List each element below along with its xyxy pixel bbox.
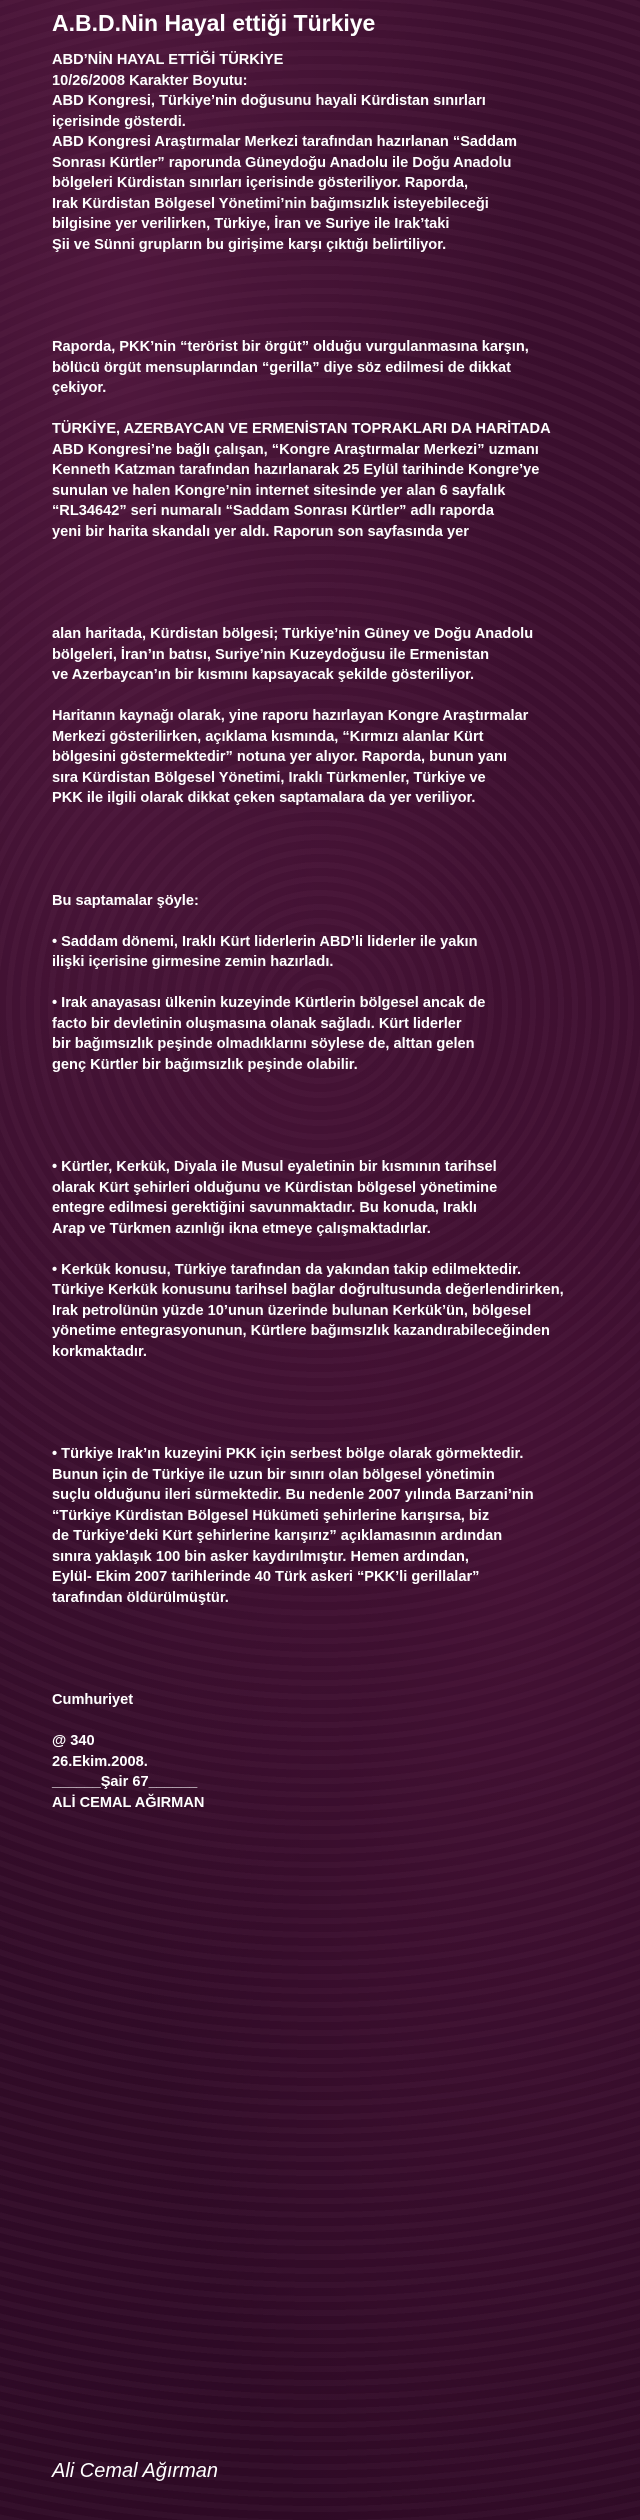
blank-line [52,276,627,297]
blank-line [52,1629,627,1650]
text-line: “Türkiye Kürdistan Bölgesel Hükümeti şehirlerine karışırsa, biz [52,1507,490,1524]
text-line: bölgeleri, İran’ın batısı, Suriye’nin Kuzeydoğusu ile Ermenistan [52,646,490,663]
blank-line [52,1670,627,1691]
text-line: bölgesini göstermektedir” notuna yer alıyor. Raporda, bunun yanı [52,749,507,765]
blank-line [52,1096,627,1117]
text-line: ABD Kongresi, Türkiye’nin doğusunu hayali Kürdistan sınırları [52,93,486,109]
blank-line [52,686,627,707]
text-line: facto bir devletinin oluşmasına olanak sağladı. Kürt liderler [52,1015,462,1032]
text-line: ABD Kongresi’ne bağlı çalışan, “Kongre Araştırmalar Merkezi” uzmanı [52,441,539,458]
text-line: bölgeleri Kürdistan sınırları içerisinde gösteriliyor. Raporda, [52,175,469,191]
text-line: ve Azerbaycan’ın bir kısmını kapsayacak şekilde gösteriliyor. [52,667,475,683]
text-line: PKK ile ilgili olarak dikkat çeken saptamalara da yer veriliyor. [52,790,476,806]
poem-body [52,50,627,1813]
text-line: Cumhuriyet [52,1692,134,1708]
blank-line [52,1383,627,1404]
text-line: Arap ve Türkmen azınlığı ikna etmeye çalışmaktadırlar. [52,1220,431,1237]
blank-line [52,809,627,830]
text-line: TÜRKİYE, AZERBAYCAN VE ERMENİSTAN TOPRAKLARI DA HARİTADA [52,421,551,437]
text-line: Merkezi gösterilirken, açıklama kısmında, “Kırmızı alanlar Kürt [52,728,484,745]
text-line: Irak petrolünün yüzde 10’unun üzerinde bulunan Kerkük’ün, bölgesel [52,1302,532,1319]
text-line: • Kerkük konusu, Türkiye tarafından da yakından takip edilmektedir. [52,1261,522,1278]
blank-line [52,542,627,563]
text-line: Sonrası Kürtler” raporunda Güneydoğu Anadolu ile Doğu Anadolu [52,154,512,171]
blank-line [52,850,627,871]
blank-line [52,1137,627,1158]
text-line: 26.Ekim.2008. [52,1753,148,1770]
text-line: “RL34642” seri numaralı “Saddam Sonrası Kürtler” adlı raporda [52,503,495,519]
text-line: suçlu olduğunu ileri sürmektedir. Bu nedenle 2007 yılında Barzani’nin [52,1487,534,1503]
text-line: Şii ve Sünni grupların bu girişime karşı çıktığı belirtiliyor. [52,236,447,253]
text-line: Bu saptamalar şöyle: [52,892,199,909]
poem-title: A.B.D.Nin Hayal ettiği Türkiye [52,10,376,36]
text-line: @ 340 [52,1733,95,1749]
text-line: olarak Kürt şehirleri olduğunu ve Kürdistan bölgesel yönetimine [52,1179,498,1196]
blank-line [52,1711,627,1732]
text-line: • Kürtler, Kerkük, Diyala ile Musul eyaletinin bir kısmının tarihsel [52,1159,497,1175]
blank-line [52,911,627,932]
text-line: çekiyor. [52,380,107,396]
blank-line [52,973,627,994]
text-line: ABD’NİN HAYAL ETTİĞİ TÜRKİYE [52,52,284,68]
blank-line [52,604,627,625]
blank-line [52,255,627,276]
text-line: Haritanın kaynağı olarak, yine raporu hazırlayan Kongre Araştırmalar [52,708,529,724]
blank-line [52,1075,627,1096]
text-line: • Saddam dönemi, Iraklı Kürt liderlerin ABD’li liderler ile yakın [52,933,478,950]
text-line: ABD Kongresi Araştırmalar Merkezi tarafından hazırlanan “Saddam [52,134,517,150]
text-line: ilişki içerisine girmesine zemin hazırladı. [52,954,334,970]
text-line: de Türkiye’deki Kürt şehirlerine karışırız” açıklamasının ardından [52,1528,503,1544]
text-line: Raporda, PKK’nin “terörist bir örgüt” olduğu vurgulanmasına karşın, [52,339,529,355]
text-line: bilgisine yer verilirken, Türkiye, İran ve Suriye ile Irak’taki [52,216,450,232]
blank-line [52,583,627,604]
text-line: bir bağımsızlık peşinde olmadıklarını söylese de, alttan gelen [52,1036,475,1052]
text-line: ______Şair 67______ [52,1774,198,1790]
text-line: sunulan ve halen Kongre’nin internet sitesinde yer alan 6 sayfalık [52,482,506,499]
blank-line [52,1608,627,1629]
text-line: ALİ CEMAL AĞIRMAN [52,1794,205,1811]
blank-line [52,1424,627,1445]
blank-line [52,1362,627,1383]
text-line: • Türkiye Irak’ın kuzeyini PKK için serbest bölge olarak görmektedir. [52,1446,524,1462]
text-line: bölücü örgüt mensuplarından “gerilla” diye söz edilmesi de dikkat [52,359,511,376]
text-line: tarafından öldürülmüştür. [52,1589,229,1606]
author-signature: Ali Cemal Ağırman [52,2460,218,2482]
text-line: 10/26/2008 Karakter Boyutu: [52,72,248,89]
text-line: Bunun için de Türkiye ile uzun bir sınırı olan bölgesel yönetimin [52,1466,495,1483]
blank-line [52,1403,627,1424]
blank-line [52,563,627,584]
text-line: genç Kürtler bir bağımsızlık peşinde olabilir. [52,1056,358,1073]
blank-line [52,1116,627,1137]
blank-line [52,1239,627,1260]
text-line: yeni bir harita skandalı yer aldı. Raporun son sayfasında yer [52,523,469,540]
text-line: alan haritada, Kürdistan bölgesi; Türkiye’nin Güney ve Doğu Anadolu [52,626,534,642]
text-line: Kenneth Katzman tarafından hazırlanarak 25 Eylül tarihinde Kongre’ye [52,462,540,478]
text-line: sınıra yaklaşık 100 bin asker kaydırılmıştır. Hemen ardından, [52,1548,469,1565]
blank-line [52,1649,627,1670]
text-line: Irak Kürdistan Bölgesel Yönetimi’nin bağımsızlık isteyebileceği [52,195,489,212]
blank-line [52,317,627,338]
text-line: içerisinde gösterdi. [52,113,186,130]
text-line: Türkiye Kerkük konusunu tarihsel bağlar doğrultusunda değerlendirirken, [52,1282,564,1298]
blank-line [52,870,627,891]
text-line: entegre edilmesi gerektiğini savunmaktadır. Bu konuda, Iraklı [52,1200,477,1216]
text-line: yönetime entegrasyonunun, Kürtlere bağımsızlık kazandırabileceğinden [52,1323,550,1339]
text-line: sıra Kürdistan Bölgesel Yönetimi, Iraklı Türkmenler, Türkiye ve [52,769,486,786]
blank-line [52,296,627,317]
text-line: korkmaktadır. [52,1343,147,1360]
text-line: • Irak anayasası ülkenin kuzeyinde Kürtlerin bölgesel ancak de [52,995,486,1011]
text-line: Eylül- Ekim 2007 tarihlerinde 40 Türk askeri “PKK’li gerillalar” [52,1569,480,1585]
blank-line [52,399,627,420]
blank-line [52,829,627,850]
